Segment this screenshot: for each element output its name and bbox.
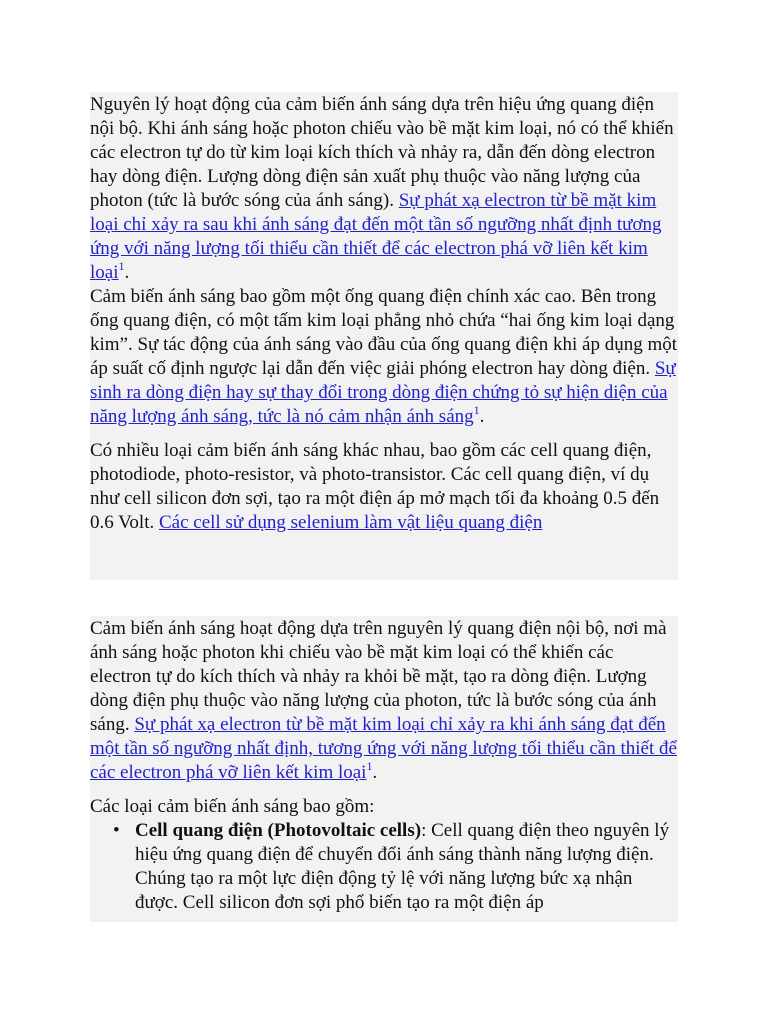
bullet-icon: • bbox=[113, 820, 120, 841]
paragraph-types-intro: Các loại cảm biến ánh sáng bao gồm: bbox=[90, 796, 375, 817]
citation-marker[interactable]: 1 bbox=[118, 258, 125, 273]
citation-link[interactable]: Các cell sử dụng selenium làm vật liệu quang điện bbox=[159, 512, 543, 533]
citation-marker[interactable]: 1 bbox=[366, 758, 373, 773]
paragraph-types bbox=[90, 439, 678, 535]
paragraph-principle: Nguyên lý hoạt động của cảm biến ánh sáng dựa trên hiệu ứng quang điện nội bộ. Khi ánh sáng hoặc photon chiếu vào bề mặt kim loại, nó có thể khiến các electron tự do từ kim loại kích thích và nhảy ra, dẫn đến dòng electron hay dòng điện. Lượng dòng điện sản xuất phụ thuộc vào năng lượng của photon (tức là bước sóng của ánh sáng). Sự phát xạ electron từ bề mặt kim loại chỉ xảy ra sau khi ánh sáng đạt đến một tần số ngưỡng nhất định tương ứng với năng lượng tối thiểu cần thiết để các electron phá vỡ liên kết kim loại$^1$. bbox=[90, 94, 674, 283]
paragraph-text: Cảm biến ánh sáng bao gồm một ống quang điện chính xác cao. Bên trong ống quang điện, có một tấm kim loại phẳng nhỏ chứa “hai ống kim loại dạng kim”. Sự tác động của ánh sáng vào đầu của ống quang điện khi áp dụng một áp suất cố định ngược lại dẫn đến việc giải phóng electron hay dòng điện. bbox=[90, 286, 678, 379]
citation-link[interactable]: Sự sinh ra dòng điện hay sự thay đổi trong dòng điện chứng tỏ sự hiện diện của năng lượng ánh sáng, tức là nó cảm nhận ánh sáng bbox=[90, 358, 676, 427]
paragraph-text: Nguyên lý hoạt động của cảm biến ánh sáng dựa trên hiệu ứng quang điện nội bộ. Khi ánh sáng hoặc photon chiếu vào bề mặt kim loại, nó có thể khiến các electron tự do từ kim loại kích thích và nhảy ra, dẫn đến dòng electron hay dòng điện. Lượng dòng điện sản xuất phụ thuộc vào năng lượng của photon (tức là bước sóng của ánh sáng). bbox=[90, 94, 674, 211]
answer-block-2 bbox=[90, 616, 678, 922]
citation-marker[interactable]: 1 bbox=[473, 402, 480, 417]
paragraph-text: Có nhiều loại cảm biến ánh sáng khác nhau, bao gồm các cell quang điện, photodiode, photo-resistor, và photo-transistor. Các cell quang điện, ví dụ như cell silicon đơn sợi, tạo ra một điện áp mở mạch tối đa khoảng 0.5 đến 0.6 Volt. bbox=[90, 440, 660, 533]
list-item bbox=[113, 819, 678, 915]
citation-link[interactable]: Sự phát xạ electron từ bề mặt kim loại chỉ xảy ra sau khi ánh sáng đạt đến một tần số ngưỡng nhất định tương ứng với năng lượng tối thiểu cần thiết để các electron phá vỡ liên kết kim loại bbox=[90, 190, 662, 283]
paragraph-text: Cảm biến ánh sáng hoạt động dựa trên nguyên lý quang điện nội bộ, nơi mà ánh sáng hoặc photon khi chiếu vào bề mặt kim loại có thể khiến các electron tự do kích thích và nhảy ra khỏi bề mặt, tạo ra dòng điện. Lượng dòng điện phụ thuộc vào năng lượng của photon, tức là bước sóng của ánh sáng. bbox=[90, 618, 667, 735]
citation-link[interactable]: Sự phát xạ electron từ bề mặt kim loại chỉ xảy ra khi ánh sáng đạt đến một tần số ngưỡng nhất định, tương ứng với năng lượng tối thiểu cần thiết để các electron phá vỡ liên kết kim loại bbox=[90, 714, 677, 783]
answer-block-1 bbox=[90, 92, 678, 580]
sensor-types-list bbox=[90, 819, 678, 915]
paragraph-structure: Cảm biến ánh sáng bao gồm một ống quang điện chính xác cao. Bên trong ống quang điện, có một tấm kim loại phẳng nhỏ chứa “hai ống kim loại dạng kim”. Sự tác động của ánh sáng vào đầu của ống quang điện khi áp dụng một áp suất cố định ngược lại dẫn đến việc giải phóng electron hay dòng điện. Sự sinh ra dòng điện hay sự thay đổi trong dòng điện chứng tỏ sự hiện diện của năng lượng ánh sáng, tức là nó cảm nhận ánh sáng$^1$. bbox=[90, 286, 678, 427]
paragraph-principle: Cảm biến ánh sáng hoạt động dựa trên nguyên lý quang điện nội bộ, nơi mà ánh sáng hoặc photon khi chiếu vào bề mặt kim loại có thể khiến các electron tự do kích thích và nhảy ra khỏi bề mặt, tạo ra dòng điện. Lượng dòng điện phụ thuộc vào năng lượng của photon, tức là bước sóng của ánh sáng. Sự phát xạ electron từ bề mặt kim loại chỉ xảy ra khi ánh sáng đạt đến một tần số ngưỡng nhất định, tương ứng với năng lượng tối thiểu cần thiết để các electron phá vỡ liên kết kim loại$^1$. bbox=[90, 618, 677, 783]
list-item-title: Cell quang điện (Photovoltaic cells) bbox=[135, 820, 422, 841]
list-item-text: : Cell quang điện theo nguyên lý hiệu ứng quang điện để chuyển đổi ánh sáng thành năng lượng điện. Chúng tạo ra một lực điện động tỷ lệ với năng lượng bức xạ nhận được. Cell silicon đơn sợi phổ biến tạo ra một điện áp bbox=[135, 820, 670, 913]
